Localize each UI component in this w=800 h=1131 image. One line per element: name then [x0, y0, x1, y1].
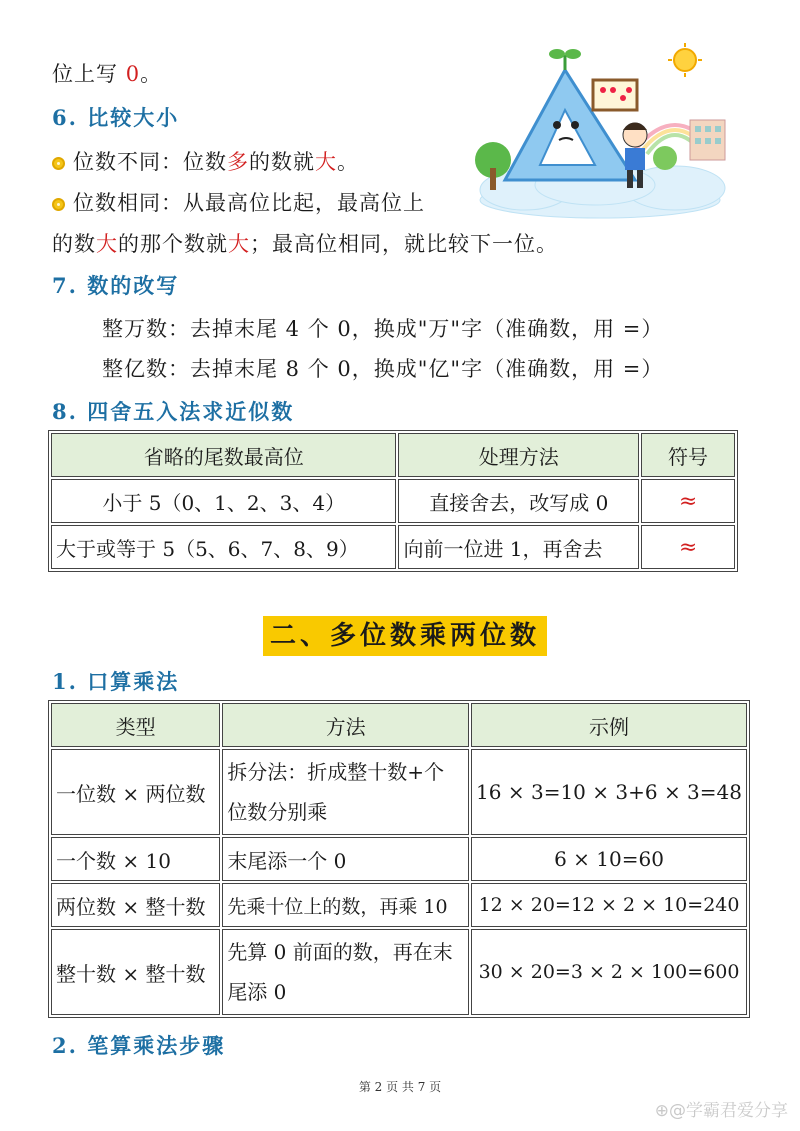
table-cell: 一个数 × 10 — [51, 837, 220, 881]
table-cell: 先乘十位上的数，再乘 10 — [222, 883, 469, 927]
table-cell: 直接舍去，改写成 0 — [398, 479, 639, 523]
intro-zero: 0 — [125, 62, 141, 86]
page-footer: 第 2 页 共 7 页 — [358, 1080, 442, 1094]
rewrite-yi: 整亿数：去掉末尾 8 个 0，换成"亿"字（准确数，用 =） — [102, 357, 664, 381]
table-cell: 16 × 3=10 × 3+6 × 3=48 — [471, 749, 747, 835]
table-cell: 两位数 × 整十数 — [51, 883, 220, 927]
table-row — [51, 525, 735, 569]
table-cell: 拆分法：折成整十数+个位数分别乘 — [222, 749, 469, 835]
rule1-emph-b: 多 — [227, 150, 249, 174]
rewrite-wan: 整万数：去掉末尾 4 个 0，换成"万"字（准确数，用 =） — [102, 317, 664, 341]
rounding-heading: 8. 四舍五入法求近似数 — [52, 399, 295, 424]
table-header-row — [51, 433, 735, 477]
rule2-text-e: ；最高位相同，就比较下一位。 — [250, 232, 558, 256]
table-header-cell: 方法 — [222, 703, 469, 747]
compare-rule1 — [52, 146, 359, 176]
table-header-cell: 类型 — [51, 703, 220, 747]
table-cell: 30 × 20=3 × 2 × 100=600 — [471, 929, 747, 1015]
rule1-text-e: 。 — [337, 150, 359, 174]
intro-text: 位上写 — [52, 62, 126, 86]
table-header-row — [51, 703, 747, 747]
rule2-text-c: 的那个数就 — [118, 232, 228, 256]
compare-rule2-line1 — [52, 187, 425, 217]
table-cell: 一位数 × 两位数 — [51, 749, 220, 835]
approx-symbol: ≈ — [641, 479, 735, 523]
rule2-emph-b: 大 — [96, 232, 118, 256]
oral-table — [48, 700, 750, 1018]
table-row — [51, 837, 747, 881]
approx-symbol: ≈ — [641, 525, 735, 569]
section-title: 二、多位数乘两位数 — [263, 616, 547, 656]
rounding-table — [48, 430, 738, 572]
table-cell: 12 × 20=12 × 2 × 10=240 — [471, 883, 747, 927]
compare-rule2-line2 — [52, 228, 558, 258]
table-cell: 小于 5（0、1、2、3、4） — [51, 479, 396, 523]
table-header-cell: 符号 — [641, 433, 735, 477]
watermark: ⊕@学霸君爱分享 — [654, 1101, 788, 1121]
rule2-emph-d: 大 — [228, 232, 250, 256]
table-row — [51, 479, 735, 523]
table-header-cell: 示例 — [471, 703, 747, 747]
bullet-icon — [52, 157, 65, 170]
bullet-icon — [52, 198, 65, 211]
written-heading: 2. 笔算乘法步骤 — [52, 1033, 226, 1058]
table-header-cell: 处理方法 — [398, 433, 639, 477]
rewrite-heading: 7. 数的改写 — [52, 273, 180, 298]
rule1-text-c: 的数就 — [249, 150, 315, 174]
rule1-emph-d: 大 — [315, 150, 337, 174]
compare-heading: 6. 比较大小 — [52, 105, 180, 130]
table-cell: 6 × 10=60 — [471, 837, 747, 881]
table-cell: 大于或等于 5（5、6、7、8、9） — [51, 525, 396, 569]
intro-line — [52, 58, 162, 88]
rule2-line1-text: 位数相同：从最高位比起，最高位上 — [73, 191, 425, 215]
table-cell: 整十数 × 整十数 — [51, 929, 220, 1015]
oral-heading: 1. 口算乘法 — [52, 669, 180, 694]
illustration-image — [465, 40, 735, 220]
rule2-text-a: 的数 — [52, 232, 96, 256]
table-row — [51, 883, 747, 927]
table-cell: 向前一位进 1，再舍去 — [398, 525, 639, 569]
rule1-text-a: 位数不同：位数 — [73, 150, 227, 174]
table-cell: 先算 0 前面的数，再在末尾添 0 — [222, 929, 469, 1015]
table-row — [51, 929, 747, 1015]
table-row — [51, 749, 747, 835]
intro-end: 。 — [140, 62, 163, 86]
table-cell: 末尾添一个 0 — [222, 837, 469, 881]
table-header-cell: 省略的尾数最高位 — [51, 433, 396, 477]
